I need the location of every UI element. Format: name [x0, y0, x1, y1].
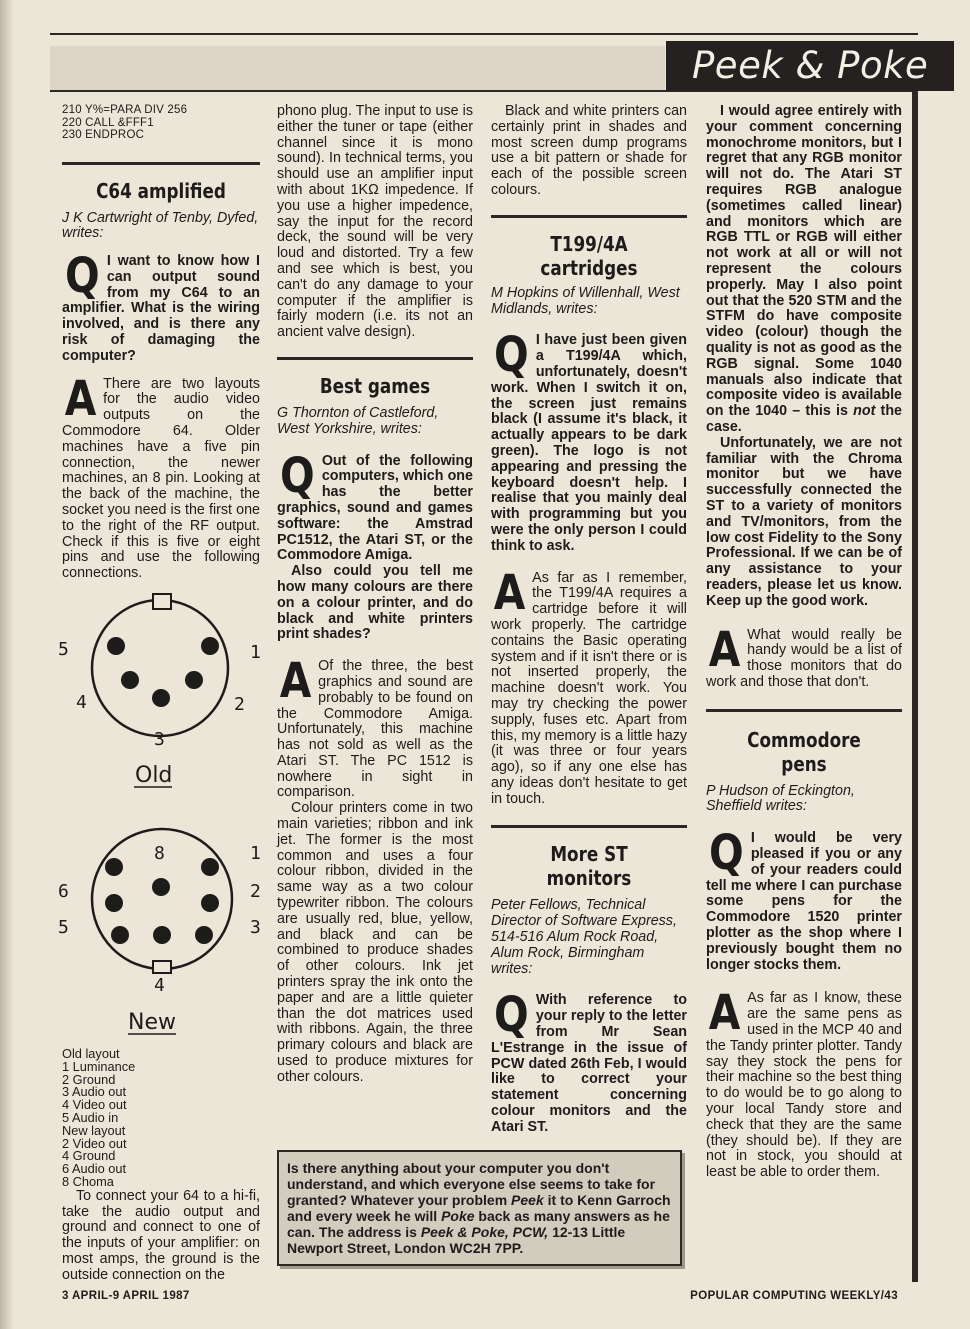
legend-line: Old layout	[62, 1046, 120, 1062]
body-paragraph: phono plug. The input to use is either the tuner or tape (either channel since it is mono sound). In technical terms, you should use an amplifier input with about 1KΩ impedence. If you use a higher impedence, say the input for the record deck, the sound will be very loud and distorted. Try a few and see which is best, you can't do any damage to your computer if the amplifier is fairly modern (i.e. its not an ancient valve design).	[277, 103, 473, 341]
footer-page-number: POPULAR COMPUTING WEEKLY/43	[690, 1290, 898, 1302]
section-divider	[277, 357, 473, 360]
question-paragraph: Q I would be very pleased if you or any of your readers could tell me where I can purchase some pens for the Commodore 1520 printer plotter as the shop where I previously bought them no longer stocks them.	[706, 825, 902, 973]
question-continuation: I would agree entirely with your comment concerning monochrome monitors, but I regret that any RGB monitor will not do. The Atari ST requires RGB analogue (sometimes called linear) and monitors which are RGB TTL or RGB will either not work at all or will not represent the colours properly. May I also point out that the 520 STM and the STFM do have composite video (colour) though the quality is not as good as the RGB signal. Some 1040 manuals also indicate that composite video is available on the 1040 – this is not the case.	[706, 103, 903, 435]
a-drop-cap: A	[708, 621, 741, 678]
socket-key-notch	[153, 961, 171, 973]
answer-paragraph: A As far as I know, these are the same pens as used in the MCP 40 and the Tandy printer plotter. Tandy say they stock the pens for their machine so the best thing to do would be to go along to your local Tandy store and check that they are the same (they should be). If they are not in stock, you should at least be able to order them.	[706, 985, 902, 1181]
page-edge-shadow	[0, 0, 14, 1329]
pin-label: 5	[58, 917, 69, 939]
q-drop-cap: Q	[709, 825, 744, 882]
diagram-caption: New	[128, 1010, 176, 1036]
letter-byline: J K Cartwright of Tenby, Dyfed, writes:	[62, 209, 259, 242]
pin-label: 8	[154, 843, 165, 865]
answer-paragraph: A As far as I remember, the T199/4A requires a cartridge before it will work properly. The cartridge contains the Basic operating system and if it isn't there or is not inserted properly, the machine doesn't work. You may try checking the power supply, fuses etc. Apart from this, my memory is a little hazy (it was three or four years ago), so if any one else has any ideas don't hesitate to get in touch.	[491, 564, 687, 807]
answer-paragraph: A What would really be handy would be a list of those monitors that do work and those that don't.	[706, 621, 902, 690]
question-paragraph: Q I have just been given a T199/4A which, unfortunately, doesn't work. When I switch it on, the screen just remains black (I assume it's black, it actually appears to be dark green). The logo is not appearing and pressing the keyboard doesn't help. I realise that you mainly deal with programming but you were the only person I could think to ask.	[491, 327, 687, 554]
pin-label: 2	[234, 694, 245, 716]
pin-label: 3	[154, 729, 165, 751]
pin-label: 1	[250, 642, 261, 664]
info-box: Is there anything about your computer you don't understand, and which everyone else seems to take for granted? Whatever your problem Peek it to Kenn Garroch and every week he will Poke back as many answers as he can. The address is Peek & Poke, PCW, 12-13 Little Newport Street, London WC2H 7PP.	[277, 1150, 682, 1266]
pin-hole	[153, 926, 171, 944]
pin-label: 2	[250, 881, 261, 903]
pin-label: 4	[76, 692, 87, 714]
letter-title: T199/4A	[550, 231, 628, 256]
a-drop-cap: A	[493, 564, 526, 621]
pin-label: 3	[250, 917, 261, 939]
legend-line: 6 Audio out	[62, 1161, 127, 1177]
pin-label: 5	[58, 639, 69, 661]
pin-hole	[107, 637, 125, 655]
legend-line: 1 Luminance	[62, 1058, 136, 1074]
q-drop-cap: Q	[280, 447, 315, 504]
q-drop-cap: Q	[65, 248, 100, 305]
diagram-caption: Old	[135, 763, 173, 789]
legend-line: 4 Ground	[62, 1148, 116, 1164]
letter-byline: G Thornton of Castleford, West Yorkshire, writes:	[277, 404, 439, 437]
column-3	[491, 104, 687, 1136]
a-drop-cap: A	[64, 370, 97, 427]
answer-paragraph: A Of the three, the best graphics and sound are probably to be found on the Commodore Amiga. Unfortunately, this machine has not sold as well as the Atari ST. The PC 1512 is nowhere in sight in comparison.	[277, 653, 473, 801]
section-divider	[62, 162, 260, 165]
socket-key-notch	[153, 594, 171, 609]
a-drop-cap: A	[279, 653, 312, 710]
pin-hole	[152, 878, 170, 896]
question-continuation: Unfortunately, we are not familiar with the Chroma monitor but we have successfully connected the ST to a variety of monitors and TV/monitors, from the low cost Fidelity to the Sony Professional. If we can be of any assistance to your readers, please let us know. Keep up the good work.	[706, 434, 902, 609]
legend-line: New layout	[62, 1122, 126, 1138]
section-banner: Peek & Poke	[666, 41, 954, 91]
pin-label: 1	[250, 843, 261, 865]
section-divider	[491, 215, 687, 218]
column-2	[277, 104, 473, 1086]
question-paragraph: Also could you tell me how many colours are there on a colour printer, and do black and white printers print shades?	[277, 563, 473, 643]
pin-hole	[105, 894, 123, 912]
column-1	[58, 104, 261, 1284]
letter-byline: P Hudson of Eckington, Sheffield writes:	[706, 782, 855, 815]
code-line: 210 Y%=PARA DIV 256	[62, 104, 188, 116]
pin-hole	[201, 894, 219, 912]
column-4	[706, 104, 902, 1181]
old-connector-diagram	[58, 590, 261, 825]
pin-hole	[105, 858, 123, 876]
section-divider	[706, 709, 902, 712]
pin-label: 6	[58, 881, 69, 903]
pin-hole	[111, 926, 129, 944]
letter-byline: Peter Fellows, Technical Director of Software Express, 514-516 Alum Rock Road, Alum Rock, Birmingham writes:	[491, 897, 677, 977]
code-line: 220 CALL &FFF1	[62, 116, 154, 129]
answer-paragraph: Colour printers come in two main varieties; ribbon and ink jet. The former is the most common and uses a four colour ribbon, divided in the same way as a two colour typewriter ribbon. The colours are usually red, blue, yellow, and black and can be combined to produce shades of other colours. Ink jet printers spray the ink onto the paper and are a little quieter than the dot matrices used with ribbons. Again, the three primary colours and black are used to produce mixtures for other colours.	[277, 800, 473, 1085]
q-drop-cap: Q	[494, 327, 529, 384]
q-drop-cap: Q	[494, 987, 529, 1044]
pin-hole	[121, 671, 139, 689]
footer-date: 3 APRIL-9 APRIL 1987	[62, 1290, 190, 1302]
pin-legend	[62, 1048, 260, 1189]
pin-hole	[185, 671, 203, 689]
a-drop-cap: A	[708, 985, 741, 1042]
answer-paragraph: A There are two layouts for the audio video outputs on the Commodore 64. Older machines have a five pin connection, the newer machines, an 8 pin. Looking at the back of the machine, the socket you need is the first one to the right of the RF output. Check if this is five or eight pins and use the following connections.	[62, 370, 260, 582]
legend-line: 8 Choma	[62, 1174, 114, 1189]
legend-line: 5 Audio in	[62, 1110, 119, 1126]
letter-title: More ST monitors	[546, 842, 632, 891]
new-connector-diagram	[58, 821, 261, 1036]
socket-outline	[92, 600, 228, 736]
pin-hole	[201, 637, 219, 655]
header-band	[50, 46, 665, 90]
letter-title: cartridges	[540, 255, 638, 280]
question-paragraph: Q With reference to your reply to the letter from Mr Sean L'Estrange in the issue of PCW dated 26th Feb, I would like to correct your statement concerning colour monitors and the Atari ST.	[491, 987, 687, 1135]
letter-title: Best games	[319, 373, 431, 398]
pin-hole	[152, 689, 170, 707]
pin-label: 4	[154, 975, 165, 997]
letter-title: C64 amplified	[96, 178, 226, 203]
letter-title: Commodore pens	[747, 727, 861, 776]
body-paragraph: To connect your 64 to a hi-fi, take the audio output and ground and connect to one of the inputs of your amplifier: on most amps, the ground is the outside connection on the	[62, 1187, 260, 1283]
legend-line: 4 Video out	[62, 1097, 127, 1113]
pin-hole	[195, 926, 213, 944]
right-column-bar	[912, 92, 918, 1282]
code-line: 230 ENDPROC	[62, 129, 145, 141]
legend-line: 2 Video out	[62, 1135, 127, 1151]
top-rule	[50, 33, 918, 35]
section-divider	[491, 825, 687, 828]
body-paragraph: Black and white printers can certainly print in shades and most screen dump programs use a bit pattern or shade for each of the possible screen colours.	[491, 103, 687, 198]
code-listing	[62, 104, 260, 142]
letter-byline: M Hopkins of Willenhall, West Midlands, writes:	[491, 284, 680, 317]
legend-line: 2 Ground	[62, 1071, 116, 1087]
question-paragraph: Q I want to know how I can output sound from my C64 to an amplifier. What is the wiring involved, and is there any risk of damaging the computer?	[62, 248, 260, 364]
question-paragraph: Q Out of the following computers, which one has the better graphics, sound and games software: the Amstrad PC1512, the Atari ST, or the Commodore Amiga.	[277, 447, 473, 564]
legend-line: 3 Audio out	[62, 1084, 127, 1100]
pin-hole	[201, 858, 219, 876]
